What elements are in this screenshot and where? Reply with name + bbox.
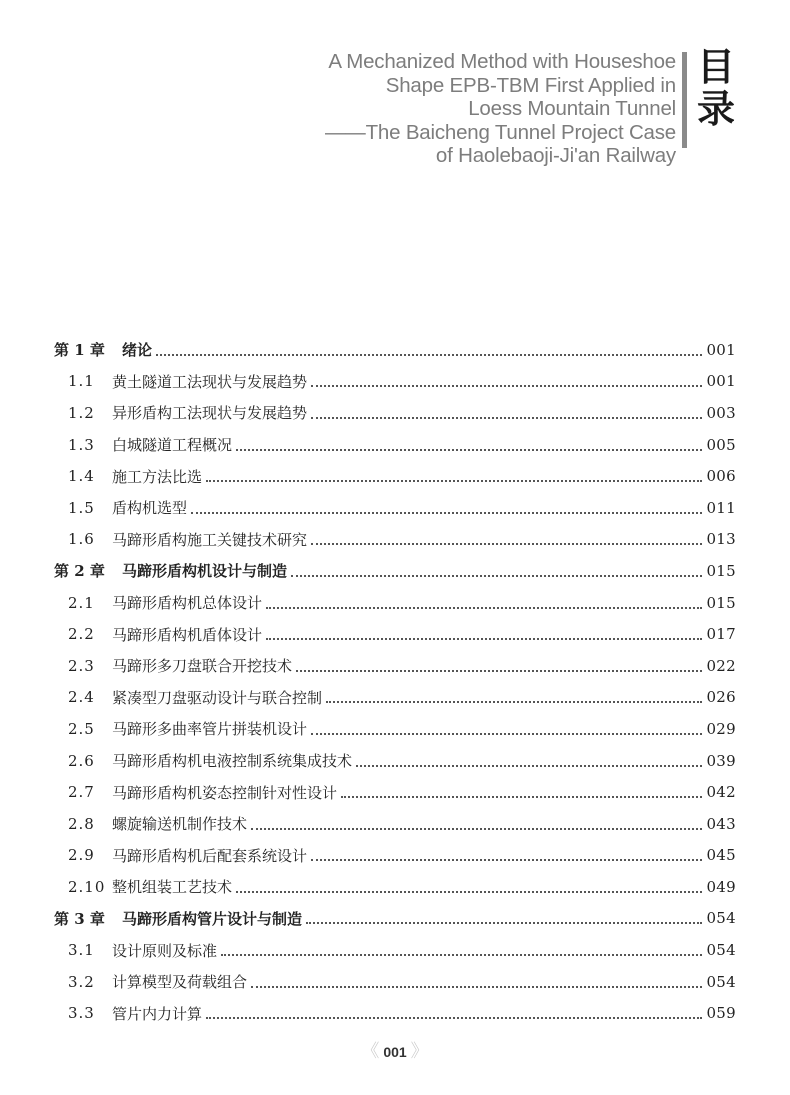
toc-entry-number: 第 3 章 — [54, 909, 105, 928]
toc-dot-leader — [311, 525, 702, 545]
english-title-line: ——The Baicheng Tunnel Project Case — [325, 120, 676, 144]
toc-section-row[interactable] — [54, 745, 736, 777]
toc-entry-page: 013 — [706, 530, 736, 549]
toc-entry-number: 2.4 — [68, 688, 95, 707]
toc-dot-leader — [236, 873, 702, 893]
toc-section-row[interactable] — [54, 934, 736, 966]
toc-dot-leader — [311, 399, 702, 419]
toc-dot-leader — [191, 494, 702, 514]
toc-entry-title: 马蹄形盾构机设计与制造 — [122, 562, 288, 581]
toc-dot-leader — [296, 652, 702, 672]
toc-entry-page: 029 — [706, 719, 736, 738]
toc-entry-number: 1.6 — [68, 530, 95, 549]
toc-entry-title: 计算模型及荷载组合 — [112, 973, 248, 992]
toc-entry-page: 054 — [706, 909, 736, 928]
toc-entry-title: 马蹄形盾构管片设计与制造 — [122, 909, 303, 928]
toc-entry-title: 施工方法比选 — [112, 467, 203, 486]
toc-dot-leader — [206, 999, 702, 1019]
toc-section-row[interactable] — [54, 713, 736, 745]
toc-dot-leader — [311, 715, 702, 735]
toc-entry-number: 2.8 — [68, 814, 95, 833]
toc-dot-leader — [311, 367, 702, 387]
toc-section-row[interactable] — [54, 808, 736, 840]
toc-entry-title: 马蹄形盾构机盾体设计 — [112, 625, 263, 644]
toc-entry-page: 054 — [706, 941, 736, 960]
toc-entry-page: 011 — [706, 498, 736, 517]
toc-section-row[interactable] — [54, 650, 736, 682]
toc-entry-title: 设计原则及标准 — [112, 941, 218, 960]
toc-entry-title: 绪论 — [122, 341, 153, 360]
toc-entry-title: 马蹄形盾构施工关键技术研究 — [112, 530, 308, 549]
toc-section-row[interactable] — [54, 840, 736, 872]
toc-dot-leader — [251, 810, 702, 830]
page-footer — [0, 1037, 790, 1063]
toc-dot-leader — [156, 336, 702, 356]
toc-section-row[interactable] — [54, 429, 736, 461]
toc-dot-leader — [326, 683, 702, 703]
toc-entry-page: 039 — [706, 751, 736, 770]
toc-entry-number: 2.10 — [68, 877, 106, 896]
toc-entry-page: 043 — [706, 814, 736, 833]
toc-entry-page: 005 — [706, 435, 736, 454]
toc-chapter-row[interactable] — [54, 903, 736, 935]
toc-entry-page: 001 — [706, 340, 736, 359]
toc-section-row[interactable] — [54, 871, 736, 903]
toc-entry-number: 1.3 — [68, 435, 95, 454]
page-number: 001 — [383, 1044, 407, 1060]
english-title-line: of Haolebaoji-Ji'an Railway — [435, 144, 676, 167]
table-of-contents — [54, 334, 736, 1029]
toc-entry-number: 1.5 — [68, 498, 95, 517]
contents-heading-char: 录 — [696, 87, 735, 131]
toc-dot-leader — [206, 462, 702, 482]
toc-dot-leader — [221, 936, 702, 956]
toc-entry-title: 紧凑型刀盘驱动设计与联合控制 — [112, 688, 323, 707]
toc-entry-number: 2.6 — [68, 751, 95, 770]
toc-entry-number: 1.1 — [68, 372, 95, 391]
toc-section-row[interactable] — [54, 366, 736, 398]
toc-section-row[interactable] — [54, 397, 736, 429]
toc-entry-title: 马蹄形多曲率管片拼装机设计 — [112, 720, 308, 739]
toc-section-row[interactable] — [54, 524, 736, 556]
toc-entry-number: 3.1 — [68, 941, 95, 960]
toc-section-row[interactable] — [54, 776, 736, 808]
toc-chapter-row[interactable] — [54, 555, 736, 587]
right-ornament: 》 — [410, 1041, 429, 1061]
toc-entry-title: 螺旋输送机制作技术 — [112, 815, 248, 834]
toc-entry-number: 第 1 章 — [54, 341, 105, 360]
toc-entry-title: 马蹄形盾构机姿态控制针对性设计 — [112, 783, 338, 802]
toc-entry-page: 049 — [706, 877, 736, 896]
english-title-line: Shape EPB-TBM First Applied in — [385, 73, 676, 97]
toc-section-row[interactable] — [54, 618, 736, 650]
toc-chapter-row[interactable] — [54, 334, 736, 366]
toc-entry-number: 2.7 — [68, 783, 95, 802]
toc-entry-page: 015 — [706, 593, 736, 612]
toc-entry-page: 054 — [706, 972, 736, 991]
toc-entry-title: 管片内力计算 — [112, 1004, 203, 1023]
toc-entry-number: 2.3 — [68, 656, 95, 675]
toc-entry-title: 盾构机选型 — [112, 499, 188, 518]
toc-entry-title: 马蹄形盾构机电液控制系统集成技术 — [112, 752, 353, 771]
english-book-title — [325, 50, 676, 168]
toc-entry-title: 整机组装工艺技术 — [112, 878, 233, 897]
toc-entry-number: 1.4 — [68, 467, 95, 486]
toc-section-row[interactable] — [54, 997, 736, 1029]
toc-dot-leader — [251, 968, 702, 988]
toc-entry-page: 001 — [706, 372, 736, 391]
toc-entry-page: 015 — [706, 561, 736, 580]
toc-entry-page: 059 — [706, 1004, 736, 1023]
toc-entry-number: 1.2 — [68, 403, 95, 422]
toc-entry-page: 026 — [706, 688, 736, 707]
toc-entry-page: 006 — [706, 467, 736, 486]
toc-entry-page: 045 — [706, 846, 736, 865]
toc-section-row[interactable] — [54, 460, 736, 492]
toc-entry-number: 3.3 — [68, 1004, 95, 1023]
toc-dot-leader — [266, 620, 702, 640]
toc-entry-title: 马蹄形多刀盘联合开挖技术 — [112, 657, 293, 676]
toc-section-row[interactable] — [54, 682, 736, 714]
toc-entry-title: 黄土隧道工法现状与发展趋势 — [112, 372, 308, 391]
toc-entry-number: 3.2 — [68, 972, 95, 991]
toc-entry-number: 2.1 — [68, 593, 95, 612]
toc-entry-page: 022 — [706, 656, 736, 675]
toc-section-row[interactable] — [54, 966, 736, 998]
toc-entry-title: 白城隧道工程概况 — [112, 436, 233, 455]
toc-entry-number: 2.2 — [68, 625, 95, 644]
contents-heading — [694, 46, 738, 130]
toc-dot-leader — [356, 747, 702, 767]
header-divider-bar — [682, 52, 687, 148]
toc-dot-leader — [266, 589, 702, 609]
toc-entry-number: 2.5 — [68, 719, 95, 738]
toc-entry-title: 马蹄形盾构机总体设计 — [112, 594, 263, 613]
toc-entry-page: 003 — [706, 403, 736, 422]
left-ornament: 《 — [361, 1041, 380, 1061]
toc-section-row[interactable] — [54, 587, 736, 619]
english-title-line: A Mechanized Method with Houseshoe — [328, 50, 676, 73]
toc-entry-page: 042 — [706, 783, 736, 802]
toc-dot-leader — [341, 778, 702, 798]
toc-section-row[interactable] — [54, 492, 736, 524]
toc-entry-title: 异形盾构工法现状与发展趋势 — [112, 404, 308, 423]
english-title-line: Loess Mountain Tunnel — [468, 97, 676, 120]
contents-heading-char: 目 — [696, 45, 735, 89]
toc-dot-leader — [306, 904, 702, 924]
toc-entry-title: 马蹄形盾构机后配套系统设计 — [112, 846, 308, 865]
toc-entry-page: 017 — [706, 625, 736, 644]
toc-dot-leader — [236, 431, 702, 451]
toc-entry-number: 2.9 — [68, 846, 95, 865]
toc-entry-number: 第 2 章 — [54, 562, 105, 581]
toc-dot-leader — [291, 557, 702, 577]
toc-dot-leader — [311, 841, 702, 861]
